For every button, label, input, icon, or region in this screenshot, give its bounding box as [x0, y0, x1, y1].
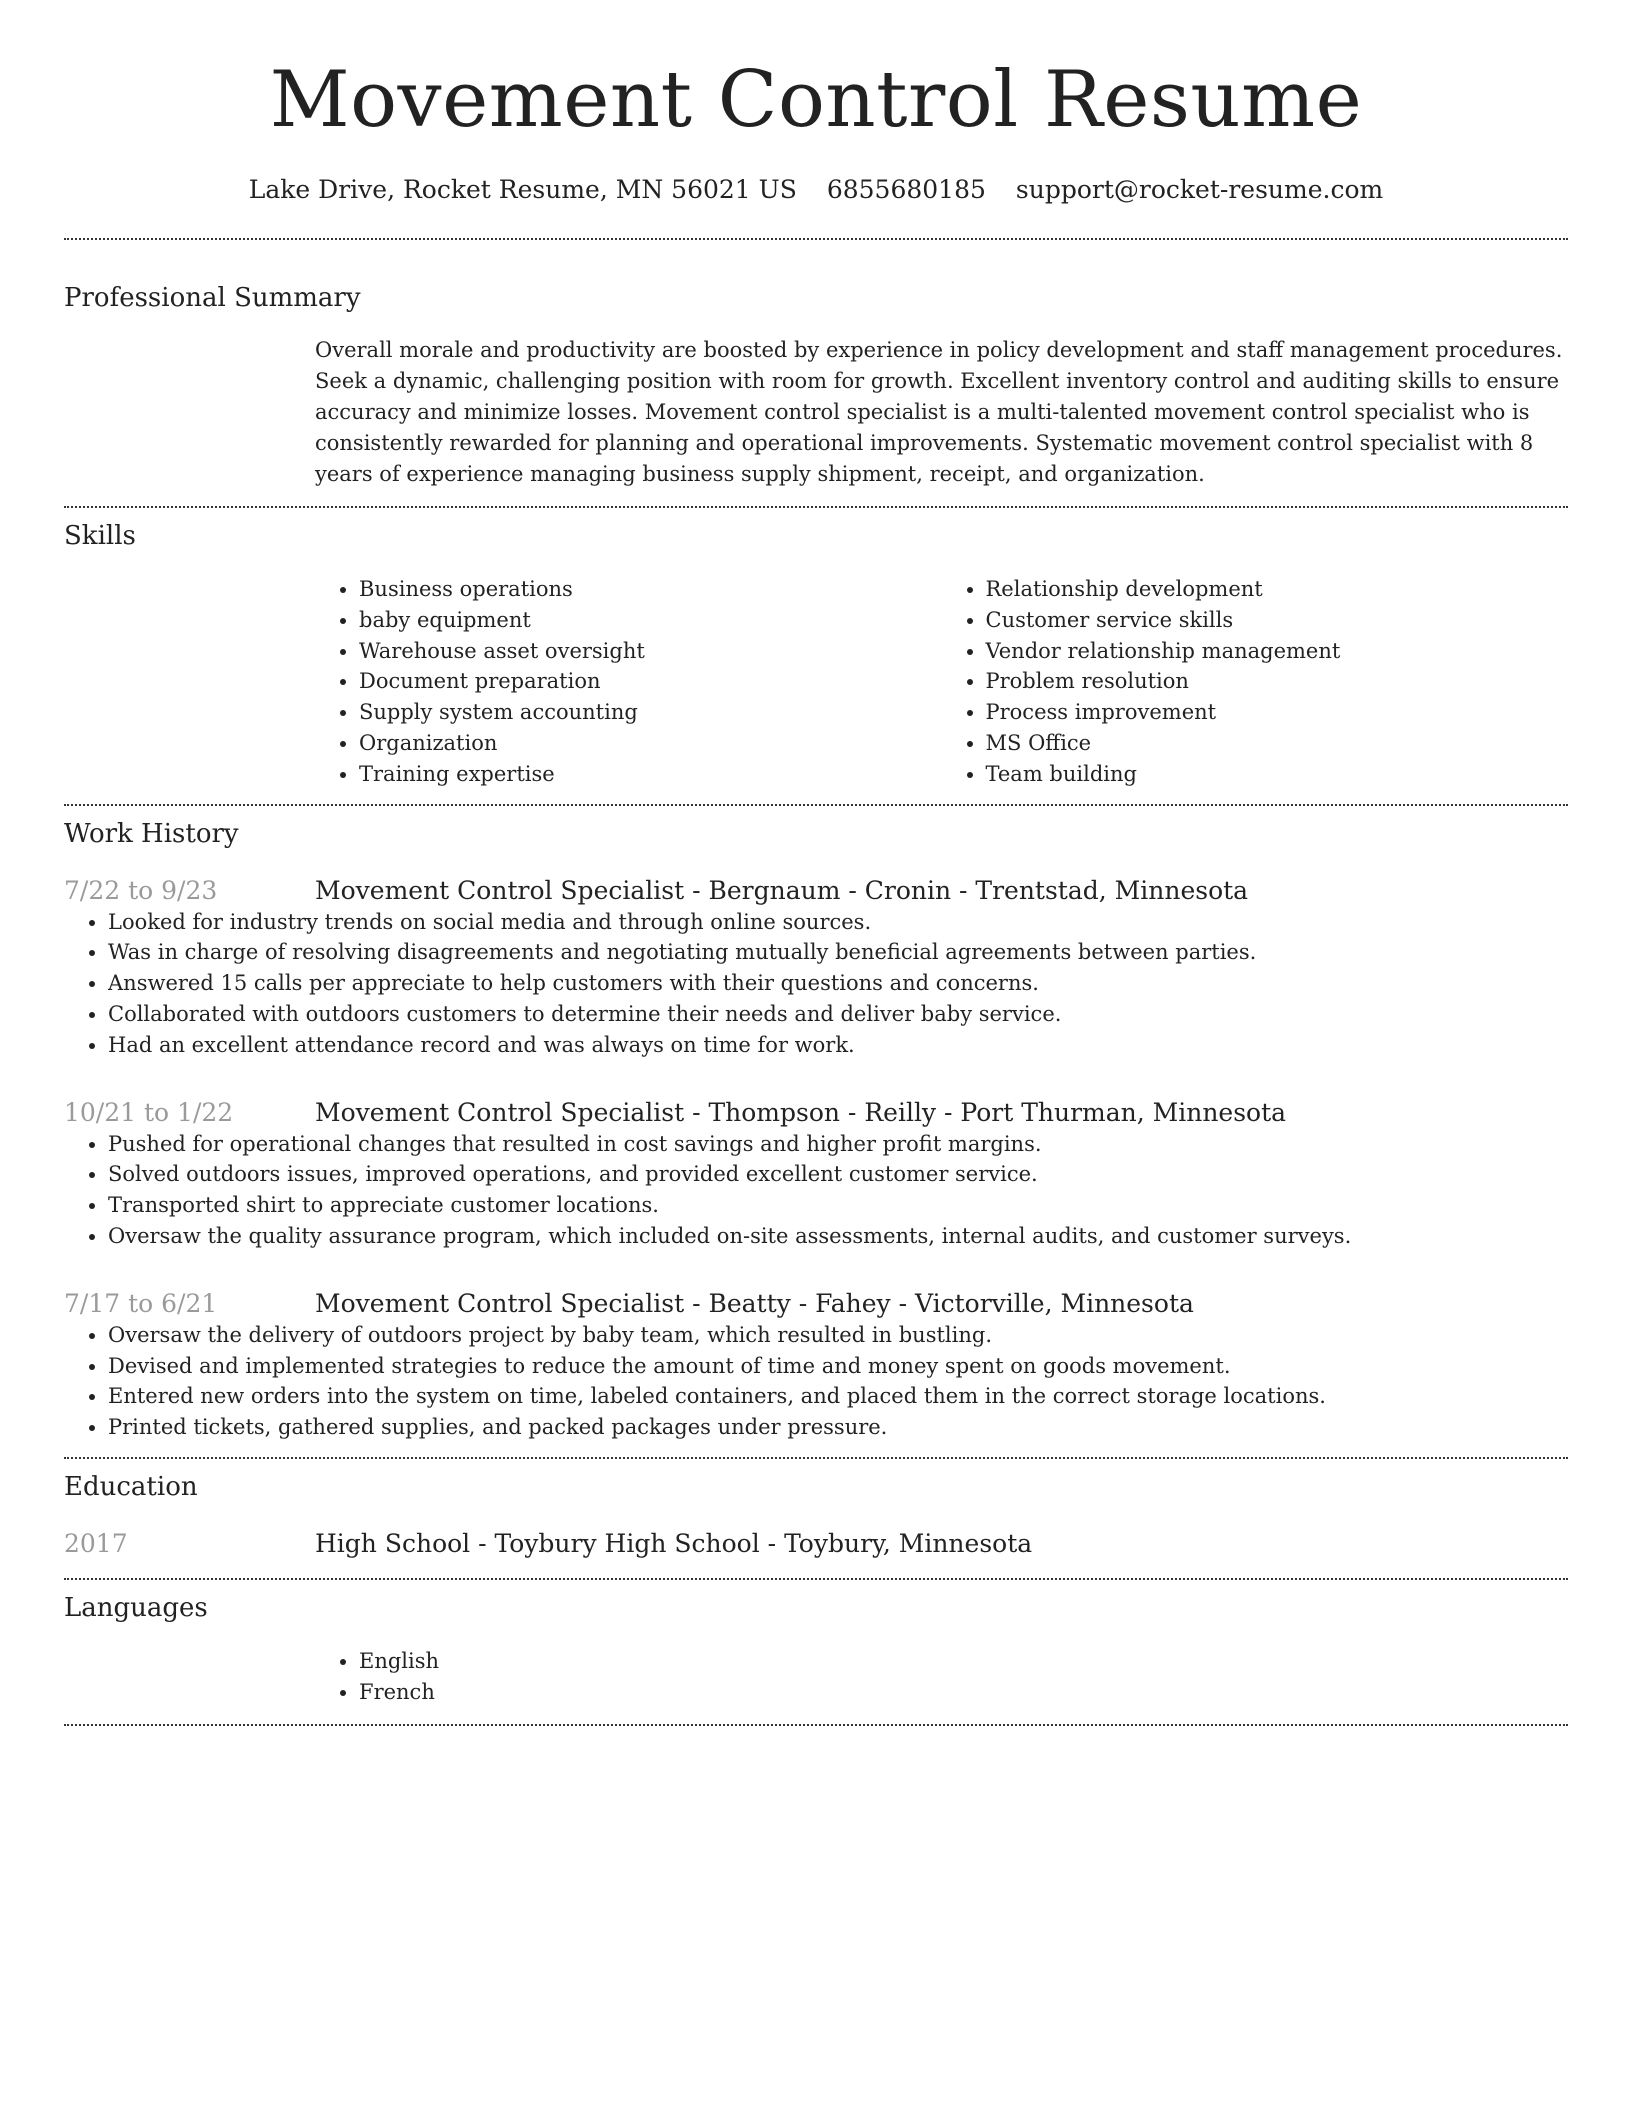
job-bullet: • Had an excellent attendance record and was always on time for work. [108, 1030, 1568, 1061]
job-entry [64, 875, 1568, 1061]
summary-content [315, 335, 1568, 490]
skill-item: • Warehouse asset oversight [359, 636, 942, 667]
contact-phone: 6855680185 [826, 175, 986, 204]
job-header-row [64, 1097, 1568, 1129]
job-bullet: • Oversaw the delivery of outdoors project by baby team, which resulted in bustling. [108, 1320, 1568, 1351]
skill-item: • Team building [986, 759, 1569, 790]
section-title-work: Work History [64, 818, 239, 849]
skill-item: • Supply system accounting [359, 697, 942, 728]
job-bullet: • Entered new orders into the system on time, labeled containers, and placed them in the correct storage locations. [108, 1381, 1568, 1412]
job-bullet: • Oversaw the quality assurance program, which included on-site assessments, internal audits, and customer surveys. [108, 1221, 1568, 1252]
language-item: • French [359, 1677, 1568, 1708]
languages-list [315, 1646, 1568, 1708]
skill-item: • Problem resolution [986, 666, 1569, 697]
divider [64, 1724, 1568, 1726]
skills-grid [315, 574, 1568, 790]
contact-line [64, 174, 1568, 206]
job-dates: 10/21 to 1/22 [64, 1097, 234, 1127]
languages-content [315, 1646, 1568, 1708]
skill-item: • Document preparation [359, 666, 942, 697]
job-header-row [64, 875, 1568, 907]
skills-list-right [942, 574, 1569, 790]
job-entry [64, 1097, 1568, 1252]
skill-item: • MS Office [986, 728, 1569, 759]
section-title-summary: Professional Summary [64, 283, 361, 313]
job-bullet: • Pushed for operational changes that resulted in cost savings and higher profit margins. [108, 1129, 1568, 1160]
divider [64, 1457, 1568, 1459]
job-bullets [64, 1129, 1568, 1252]
skill-item: • Training expertise [359, 759, 942, 790]
job-header-row [64, 1288, 1568, 1320]
job-dates: 7/17 to 6/21 [64, 1288, 218, 1318]
skill-item: • Relationship development [986, 574, 1569, 605]
divider [64, 506, 1568, 508]
skill-item: • Business operations [359, 574, 942, 605]
education-entry [64, 1528, 1568, 1560]
job-bullet: • Collaborated with outdoors customers to determine their needs and deliver baby service. [108, 999, 1568, 1030]
section-title-education: Education [64, 1471, 198, 1502]
language-item: • English [359, 1646, 1568, 1677]
job-heading: Movement Control Specialist - Thompson - Reilly - Port Thurman, Minnesota [315, 1097, 1287, 1127]
resume-title: Movement Control Resume [269, 55, 1363, 145]
skill-item: • Organization [359, 728, 942, 759]
job-heading: Movement Control Specialist - Beatty - Fahey - Victorville, Minnesota [315, 1288, 1194, 1318]
job-heading: Movement Control Specialist - Bergnaum - Cronin - Trentstad, Minnesota [315, 875, 1249, 905]
skill-item: • Vendor relationship management [986, 636, 1569, 667]
section-title-skills: Skills [64, 521, 136, 551]
job-bullet: • Looked for industry trends on social media and through online sources. [108, 907, 1568, 938]
education-heading: High School - Toybury High School - Toybury, Minnesota [315, 1528, 1033, 1558]
skills-list-left [315, 574, 942, 790]
divider [64, 1578, 1568, 1580]
skill-item: • baby equipment [359, 605, 942, 636]
job-bullet: • Devised and implemented strategies to reduce the amount of time and money spent on goods movement. [108, 1351, 1568, 1382]
job-bullet: • Printed tickets, gathered supplies, and packed packages under pressure. [108, 1412, 1568, 1443]
resume-page [64, 0, 1568, 1726]
job-dates: 7/22 to 9/23 [64, 875, 218, 905]
divider [64, 804, 1568, 806]
job-bullet: • Transported shirt to appreciate customer locations. [108, 1190, 1568, 1221]
education-date: 2017 [64, 1528, 128, 1558]
job-bullets [64, 907, 1568, 1061]
section-title-languages: Languages [64, 1592, 208, 1623]
divider [64, 238, 1568, 240]
skill-item: • Customer service skills [986, 605, 1569, 636]
job-bullets [64, 1320, 1568, 1443]
skill-item: • Process improvement [986, 697, 1569, 728]
job-entry [64, 1288, 1568, 1443]
summary-text: Overall morale and productivity are boosted by experience in policy development and staff management procedures. Seek a dynamic, challenging position with room for growth. Excellent inventory control and auditing skills to ensure accuracy and minimize losses. Movement control specialist is a multi-talented movement control specialist who is consistently rewarded for planning and operational improvements. Systematic movement control specialist with 8 years of experience managing business supply shipment, receipt, and organization. [315, 338, 1563, 486]
job-bullet: • Solved outdoors issues, improved operations, and provided excellent customer service. [108, 1159, 1568, 1190]
job-bullet: • Was in charge of resolving disagreements and negotiating mutually beneficial agreements between parties. [108, 937, 1568, 968]
job-bullet: • Answered 15 calls per appreciate to help customers with their questions and concerns. [108, 968, 1568, 999]
contact-email: support@rocket-resume.com [1015, 175, 1384, 204]
contact-address: Lake Drive, Rocket Resume, MN 56021 US [248, 175, 797, 204]
